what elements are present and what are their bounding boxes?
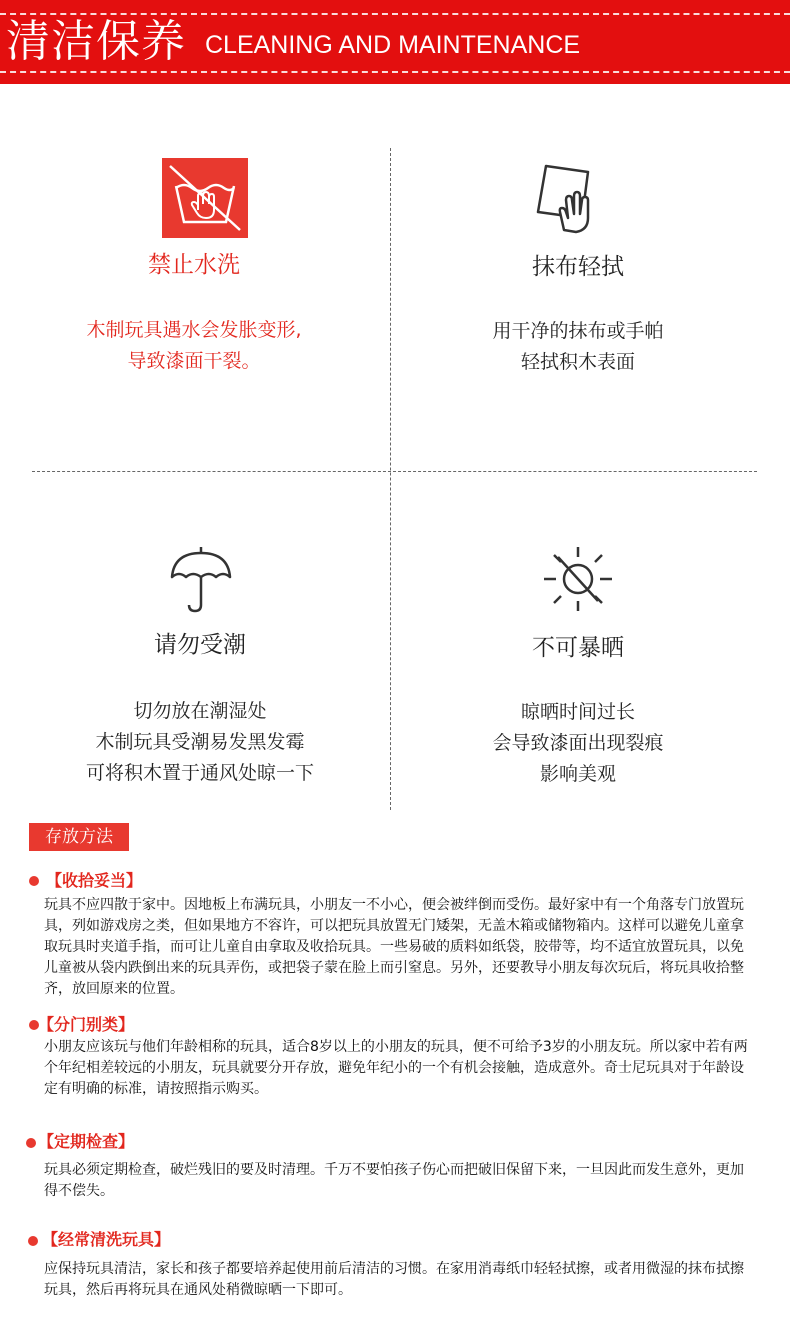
tip-line: 木制玩具遇水会发胀变形, bbox=[86, 319, 302, 341]
tip-moisture bbox=[20, 630, 380, 660]
tip-no-wash-desc bbox=[14, 315, 374, 377]
storage-section-label: 存放方法 bbox=[29, 823, 129, 851]
grid-vertical-divider bbox=[390, 148, 391, 810]
tip-wipe bbox=[398, 252, 758, 282]
section-body-categorize: 小朋友应该玩与他们年龄相称的玩具，适合8岁以上的小朋友的玩具，便不可给予3岁的小朋友玩。所以家中若有两个年纪相差较远的小朋友，玩具就要分开存放，避免年纪小的一个有机会接触，造成意外。奇士尼玩具对于年龄设定有明确的标准，请按照指示购买。 bbox=[44, 1039, 748, 1097]
grid-horizontal-divider bbox=[32, 471, 757, 472]
tip-line: 用干净的抹布或手帕 bbox=[492, 320, 664, 342]
page-title-cn: 清洁保养 bbox=[6, 16, 186, 67]
no-sun-icon bbox=[540, 543, 616, 615]
wipe-cloth-icon bbox=[530, 160, 602, 236]
tip-line: 切勿放在潮湿处 bbox=[133, 700, 267, 722]
bullet-dot bbox=[28, 1236, 38, 1246]
tip-line: 影响美观 bbox=[539, 763, 616, 785]
tip-title: 不可暴晒 bbox=[532, 635, 624, 661]
tip-title: 请勿受潮 bbox=[154, 632, 246, 658]
section-title-inspect: 【定期检查】 bbox=[38, 1132, 135, 1151]
section-title-clean: 【经常清洗玩具】 bbox=[42, 1230, 171, 1249]
tip-no-sun bbox=[398, 633, 758, 663]
section-body-inspect: 玩具必须定期检查，破烂残旧的要及时清理。千万不要怕孩子伤心而把破旧保留下来，一旦因此而发生意外，更加得不偿失。 bbox=[44, 1162, 744, 1199]
umbrella-icon bbox=[168, 543, 234, 615]
tip-no-sun-desc bbox=[398, 697, 758, 790]
section-title-categorize: 【分门别类】 bbox=[38, 1015, 135, 1034]
tip-line: 可将积木置于通风处晾一下 bbox=[85, 762, 314, 784]
bullet-dot bbox=[26, 1138, 36, 1148]
header-banner bbox=[0, 0, 790, 84]
page-title-en: CLEANING AND MAINTENANCE bbox=[205, 31, 581, 59]
tip-line: 导致漆面干裂。 bbox=[127, 350, 261, 372]
section-title-tidy: 【收拾妥当】 bbox=[46, 871, 143, 890]
no-wash-icon bbox=[162, 158, 248, 238]
tip-line: 木制玩具受潮易发黑发霉 bbox=[95, 731, 305, 753]
tip-line: 晾晒时间过长 bbox=[520, 701, 635, 723]
tip-line: 会导致漆面出现裂痕 bbox=[492, 732, 664, 754]
tip-title: 禁止水洗 bbox=[148, 252, 240, 278]
tip-wipe-desc bbox=[398, 316, 758, 378]
tip-moisture-desc bbox=[20, 696, 380, 789]
tip-no-wash bbox=[14, 250, 374, 280]
bullet-dot bbox=[29, 876, 39, 886]
tip-line: 轻拭积木表面 bbox=[520, 351, 635, 373]
section-body-tidy: 玩具不应四散于家中。因地板上布满玩具，小朋友一不小心，便会被绊倒而受伤。最好家中有一个角落专门放置玩具，列如游戏房之类，但如果地方不容许，可以把玩具放置无门矮架，无盖木箱或储物箱内。这样可以避免儿童拿取玩具时夹道手指，而可让儿童自由拿取及收拾玩具。一些易破的质料如纸袋，胶带等，均不适宜放置玩具，以免儿童被从袋内跌倒出来的玩具弄伤，或把袋子蒙在脸上而引窒息。另外，还要教导小朋友每次玩后，将玩具收拾整齐，放回原来的位置。 bbox=[44, 897, 744, 997]
tip-title: 抹布轻拭 bbox=[532, 254, 624, 280]
section-body-clean: 应保持玩具清洁，家长和孩子都要培养起使用前后清洁的习惯。在家用消毒纸巾轻轻拭擦，或者用微湿的抹布拭擦玩具，然后再将玩具在通风处稍微晾晒一下即可。 bbox=[44, 1261, 744, 1298]
